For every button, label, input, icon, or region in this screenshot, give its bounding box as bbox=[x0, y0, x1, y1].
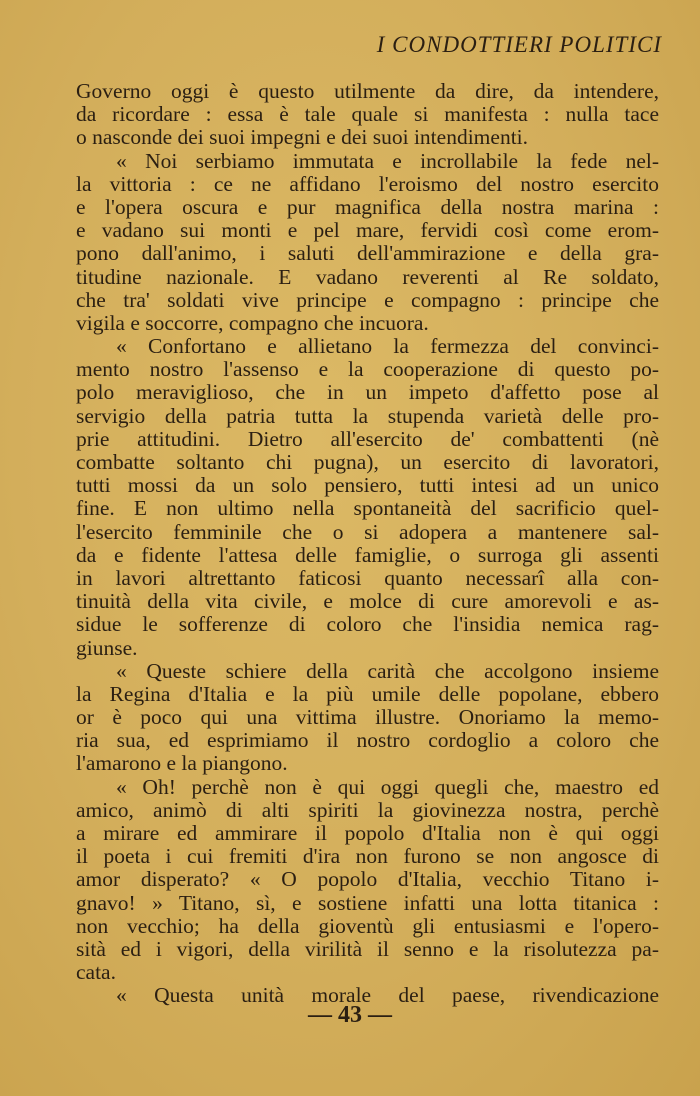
text-line: giunse. bbox=[76, 635, 138, 660]
text-line: « Queste schiere della carità che accolgono insieme bbox=[116, 658, 659, 683]
running-head: I CONDOTTIERI POLITICI bbox=[376, 32, 662, 57]
text-line: in lavori altrettanto faticosi quanto necessarî alla con- bbox=[76, 565, 659, 590]
text-line: « Questa unità morale del paese, rivendicazione bbox=[116, 983, 659, 1008]
text-line: « Oh! perchè non è qui oggi quegli che, maestro ed bbox=[116, 774, 659, 799]
text-line: titudine nazionale. E vadano reverenti al Re soldato, bbox=[76, 264, 659, 289]
text-line: l'amarono e la piangono. bbox=[76, 751, 288, 776]
text-line: tinuità della vita civile, e molce di cure amorevoli e as- bbox=[76, 589, 659, 614]
text-line: sità ed i vigori, della virilità il senno e la risolutezza pa- bbox=[76, 936, 659, 961]
body-text bbox=[76, 80, 659, 1008]
text-line: « Confortano e allietano la fermezza del convinci- bbox=[116, 334, 659, 359]
text-line: Governo oggi è questo utilmente da dire, da intendere, bbox=[76, 79, 659, 103]
text-line: polo meraviglioso, che in un impeto d'affetto pose al bbox=[76, 380, 659, 405]
text-line: amico, animò di alti spiriti la giovinezza nostra, perchè bbox=[76, 797, 659, 822]
text-line: o nasconde dei suoi impegni e dei suoi intendimenti. bbox=[76, 125, 529, 150]
text-line: gnavo! » Titano, sì, e sostiene infatti una lotta titanica : bbox=[76, 890, 659, 915]
text-line: l'esercito femminile che o si adopera a mantenere sal- bbox=[76, 519, 659, 544]
text-line: amor disperato? « O popolo d'Italia, vecchio Titano i- bbox=[76, 867, 659, 892]
text-line: tutti mossi da un solo pensiero, tutti intesi ad un unico bbox=[76, 473, 659, 498]
text-line: il poeta i cui fremiti d'ira non furono se non angosce di bbox=[76, 844, 659, 869]
text-line: combatte soltanto chi pugna), un esercito di lavoratori, bbox=[76, 450, 659, 474]
text-line: a mirare ed ammirare il popolo d'Italia non è qui oggi bbox=[76, 821, 659, 845]
page-number: — 43 — bbox=[308, 1002, 392, 1028]
text-line: da ricordare : essa è tale quale si manifesta : nulla tace bbox=[76, 102, 659, 127]
text-line: « Noi serbiamo immutata e incrollabile la fede nel- bbox=[116, 148, 659, 173]
text-line: mento nostro l'assenso e la cooperazione di questo po- bbox=[76, 357, 659, 382]
text-line: e l'opera oscura e pur magnifica della nostra marina : bbox=[76, 194, 659, 219]
text-line: la vittoria : ce ne affidano l'eroismo del nostro esercito bbox=[76, 171, 659, 196]
text-line: prie attitudini. Dietro all'esercito de' combattenti (nè bbox=[76, 426, 659, 451]
text-line: vigila e soccorre, compagno che incuora. bbox=[76, 310, 429, 335]
text-line: or è poco qui una vittima illustre. Onoriamo la memo- bbox=[76, 705, 659, 730]
text-line: non vecchio; ha della gioventù gli entusiasmi e l'opero- bbox=[76, 913, 659, 938]
text-line: sidue le sofferenze di coloro che l'insidia nemica rag- bbox=[76, 612, 659, 637]
text-line: cata. bbox=[76, 960, 116, 985]
text-line: da e fidente l'attesa delle famiglie, o surroga gli assenti bbox=[76, 542, 659, 567]
text-line: e vadano sui monti e pel mare, fervidi così come erom- bbox=[76, 218, 659, 243]
text-line: fine. E non ultimo nella spontaneità del sacrificio quel- bbox=[76, 496, 659, 521]
text-line: pono dall'animo, i saluti dell'ammirazione e della gra- bbox=[76, 241, 659, 266]
text-line: la Regina d'Italia e la più umile delle popolane, ebbero bbox=[76, 681, 659, 706]
text-line: che tra' soldati vive principe e compagno : principe che bbox=[76, 287, 659, 312]
text-line: ria sua, ed esprimiamo il nostro cordoglio a coloro che bbox=[76, 728, 659, 753]
text-line: servigio della patria tutta la stupenda varietà delle pro- bbox=[76, 403, 659, 428]
